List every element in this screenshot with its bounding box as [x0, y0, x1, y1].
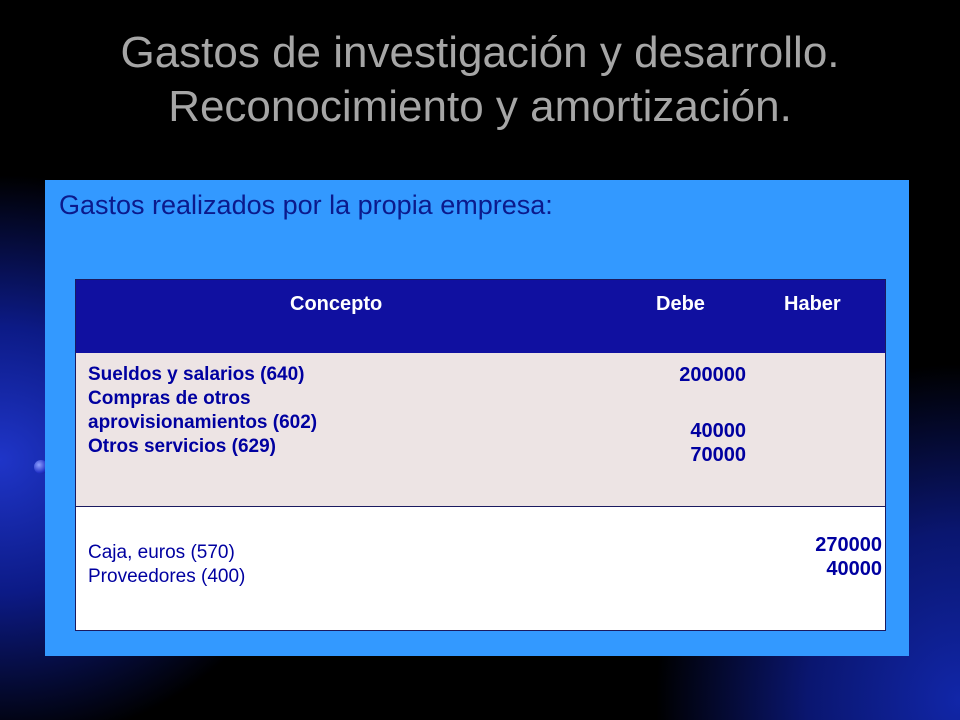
- amount-compras: 40000: [690, 420, 746, 442]
- debit-amounts: [636, 363, 746, 467]
- table-header-row: [76, 280, 885, 353]
- concept-sueldos: Sueldos y salarios (640): [88, 364, 305, 385]
- header-concepto: Concepto: [290, 293, 383, 315]
- concept-compras: Compras de otros aprovisionamientos (602): [88, 388, 318, 433]
- header-haber: Haber: [784, 293, 841, 315]
- slide-title-line-1: Gastos de investigación y desarrollo.: [120, 28, 840, 77]
- debit-row: [76, 353, 885, 507]
- concept-proveedores: Proveedores (400): [88, 566, 246, 587]
- amount-proveedores: 40000: [826, 558, 882, 580]
- journal-entry-table: [75, 279, 886, 631]
- content-panel: [45, 180, 909, 656]
- amount-caja: 270000: [815, 534, 882, 556]
- slide-subtitle: Gastos realizados por la propia empresa:: [59, 190, 553, 220]
- concept-otros-servicios: Otros servicios (629): [88, 436, 276, 457]
- slide-title-line-2: Reconocimiento y amortización.: [168, 82, 792, 131]
- slide-title: [0, 26, 960, 134]
- credit-amounts: [776, 533, 882, 581]
- header-debe: Debe: [656, 293, 705, 315]
- concept-caja: Caja, euros (570): [88, 542, 235, 563]
- credit-concepts: [88, 541, 245, 589]
- amount-otros-servicios: 70000: [690, 444, 746, 466]
- credit-row: [76, 507, 885, 630]
- amount-sueldos: 200000: [679, 364, 746, 386]
- debit-concepts: [88, 363, 388, 459]
